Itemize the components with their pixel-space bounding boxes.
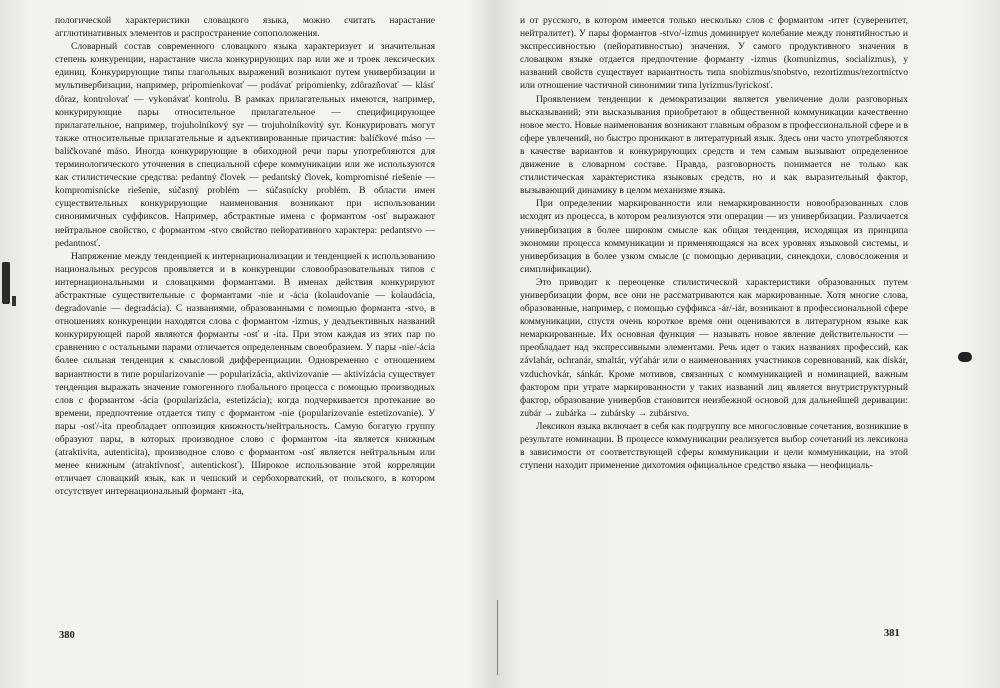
left-page (55, 14, 435, 674)
paragraph: пологической характеристики словацкого языка, можно считать нарастание агглютинативных элементов и распространение сопоположения. (55, 15, 435, 40)
paragraph: Это приводит к переоценке стилистической характеристики образованных путем универбизации форм, все они не рассматриваются как маркированные. Хотя многие слова, образованные, например, с помощью суффикса -ár/-iár, возникают в профессиональной сфере коммуникации, спустя очень короткое время они оцениваются в литературном языке как немаркированные. Их основная функция — называть новое явление действительности — преобладает над экспрессивными элементами. Речь идет о таких названиях профессий, как závlahár, ochranár, smaltár, výťahár или о наименованиях участников соревнований, как diskár, vzduchovkár, sánkár. Кроме мотивов, связанных с коммуникацией и номинацией, важным фактором при утрате маркированности у таких названий лиц является внутриструктурный фактор, образование универбов становится неизбежной основой для дальнейшей деривации: zubár → zubárka → zubársky → zubárstvo. (520, 276, 908, 419)
scan-mark (958, 352, 972, 362)
page-gutter-line (497, 600, 498, 675)
paragraph: Словарный состав современного словацкого языка характеризует и значительная степень конкуренции, нарастание числа конкурирующих пар или же и троек лексических единиц. Конкурирующие типы глагольных выражений возникают путем универбизации и мультивербизации, например, pripomienkovať — podávať pripomienky, zdôrazňovať — klásť dôraz, kontrolovať — vykonávať kontrolu. В рамках прилагательных имеются, например, конкурирующие пары относительное прилагательное — специфицирующее прилагательное, например, trojuholníkový syr — trojuholníkovitý syr. Конкурировать могут также относительные прилагательные и адъективированные причастия: balíčkové máso — balíčkované máso. Иногда конкурирующие в обиходной речи пары употребляются для терминологического уточнения в специальной сфере коммуникации или же используются как стилистические средства: pedantný človek — pedantský človek, kompromisné riešenie — kompromisnícke riešenie, súčasný problém — súčasnícky problém. В области имен существительных конкурирующие наименования возникают при использовании синонимичных суффиксов. Например, абстрактные имена с формантом -osť выражают нейтральное свойство, с формантом -stvo свойство пейоративного характера: pedantstvo — pedantnosť. (55, 41, 435, 249)
paragraph: Проявлением тенденции к демократизации является увеличение доли разговорных высказываний; эти высказывания приобретают в общественной коммуникации качественно новое место. Новые наименования возникают главным образом в профессиональной сфере и в сфере увлечений, но быстро проникают в литературный язык. Здесь они часто употребляются в качестве вариантов и конкурирующих средств и тем самым вызывают определенное движение в словарном составе. Правда, разговорность понимается не только как стилистическая характеристика языковых средств, но и как выразительный фактор, вызывающий динамику в целом механизме языка. (520, 93, 908, 197)
paragraph: и от русского, в котором имеется только несколько слов с формантом -итет (суверенитет, нейтралитет). У пары формантов -stvo/-izmus доминирует колебание между понятийностью и экспрессивностью (пейоративностью) значения. У самого продуктивного значения в словацком языке отдается предпочтение форманту -izmus (komunizmus, socializmus), у названий свойств существует вариантность типа snobizmus/snobstvo, rezortizmus/rezortníctvo или отношение частичной синонимии типа lyrizmus/lyrickosť. (520, 15, 908, 92)
page-number: 380 (59, 630, 75, 641)
scan-mark (12, 296, 16, 306)
paragraph: При определении маркированности или немаркированности новообразованных слов исходят из процесса, в котором реализуются эти операции — из универбизации. Различается универбизация в более широком смысле как общая тенденция, исходящая из принципа экономии процесса коммуникации и применяющаяся на всех уровнях языковой системы, и универбизация в более узком смысле (с помощью деривации, синекдохи, словосложения и симплификации). (520, 198, 908, 275)
right-page (520, 14, 908, 674)
paragraph: Лексикон языка включает в себя как подгруппу все многословные сочетания, возникшие в результате номинации. В процессе коммуникации реализуется выбор сочетаний из лексикона в зависимости от соответствующей сферы коммуникации и цели коммуникации, на этой ступени находит применение дихотомия официальное средство языка — неофициаль- (520, 420, 908, 472)
paragraph: Напряжение между тенденцией к интернационализации и тенденцией к использованию национальных ресурсов проявляется и в конкуренции словообразовательных типов с интернациональными и словацкими формантами. В именах действия конкурируют абстрактные существительные с формантами -nie и -ácia (kolaudovanie — kolaudácia, degradovanie — degradácia). С названиями, образованными с помощью форманта -stvo, в отношениях конкуренции находятся слова с формантом -izmus, у деадъективных названий конкурирующей парой являются форманты -osť и -ita. При этом каждая из этих пар по сравнению с остальными парами отличается определенным своеобразием. У пары -nie/-ácia более сильная тенденция к смысловой дифференциации. Одновременно с отношением вариантности в типе popularizovanie — popularizácia, aktivizovanie — aktivizácia существует тенденция выражать значение гомогенного глобального процесса с помощью производных слов с формантом -ácia (popularizácia, estetizácia); когда подчеркивается протекание во времени, предпочтение отдается типу с формантом -nie (popularizovanie estetizovanie). У пары -osť/-ita преобладает оппозиция книжность/нейтральность. Самую богатую группу образуют пары, в которых производное слово с формантом -ita является книжным (atraktivita, autenticita), производное слово с формантом -osť является нейтральным или менее книжным (atraktívnosť, autentickosť). Широкое использование этой корреляции отличает словацкий язык, как и чешский и сербохорватский, от польского, в котором отсутствует интернациональный формант -ita, (55, 250, 435, 498)
scan-mark (2, 262, 10, 304)
page-number: 381 (884, 628, 900, 639)
